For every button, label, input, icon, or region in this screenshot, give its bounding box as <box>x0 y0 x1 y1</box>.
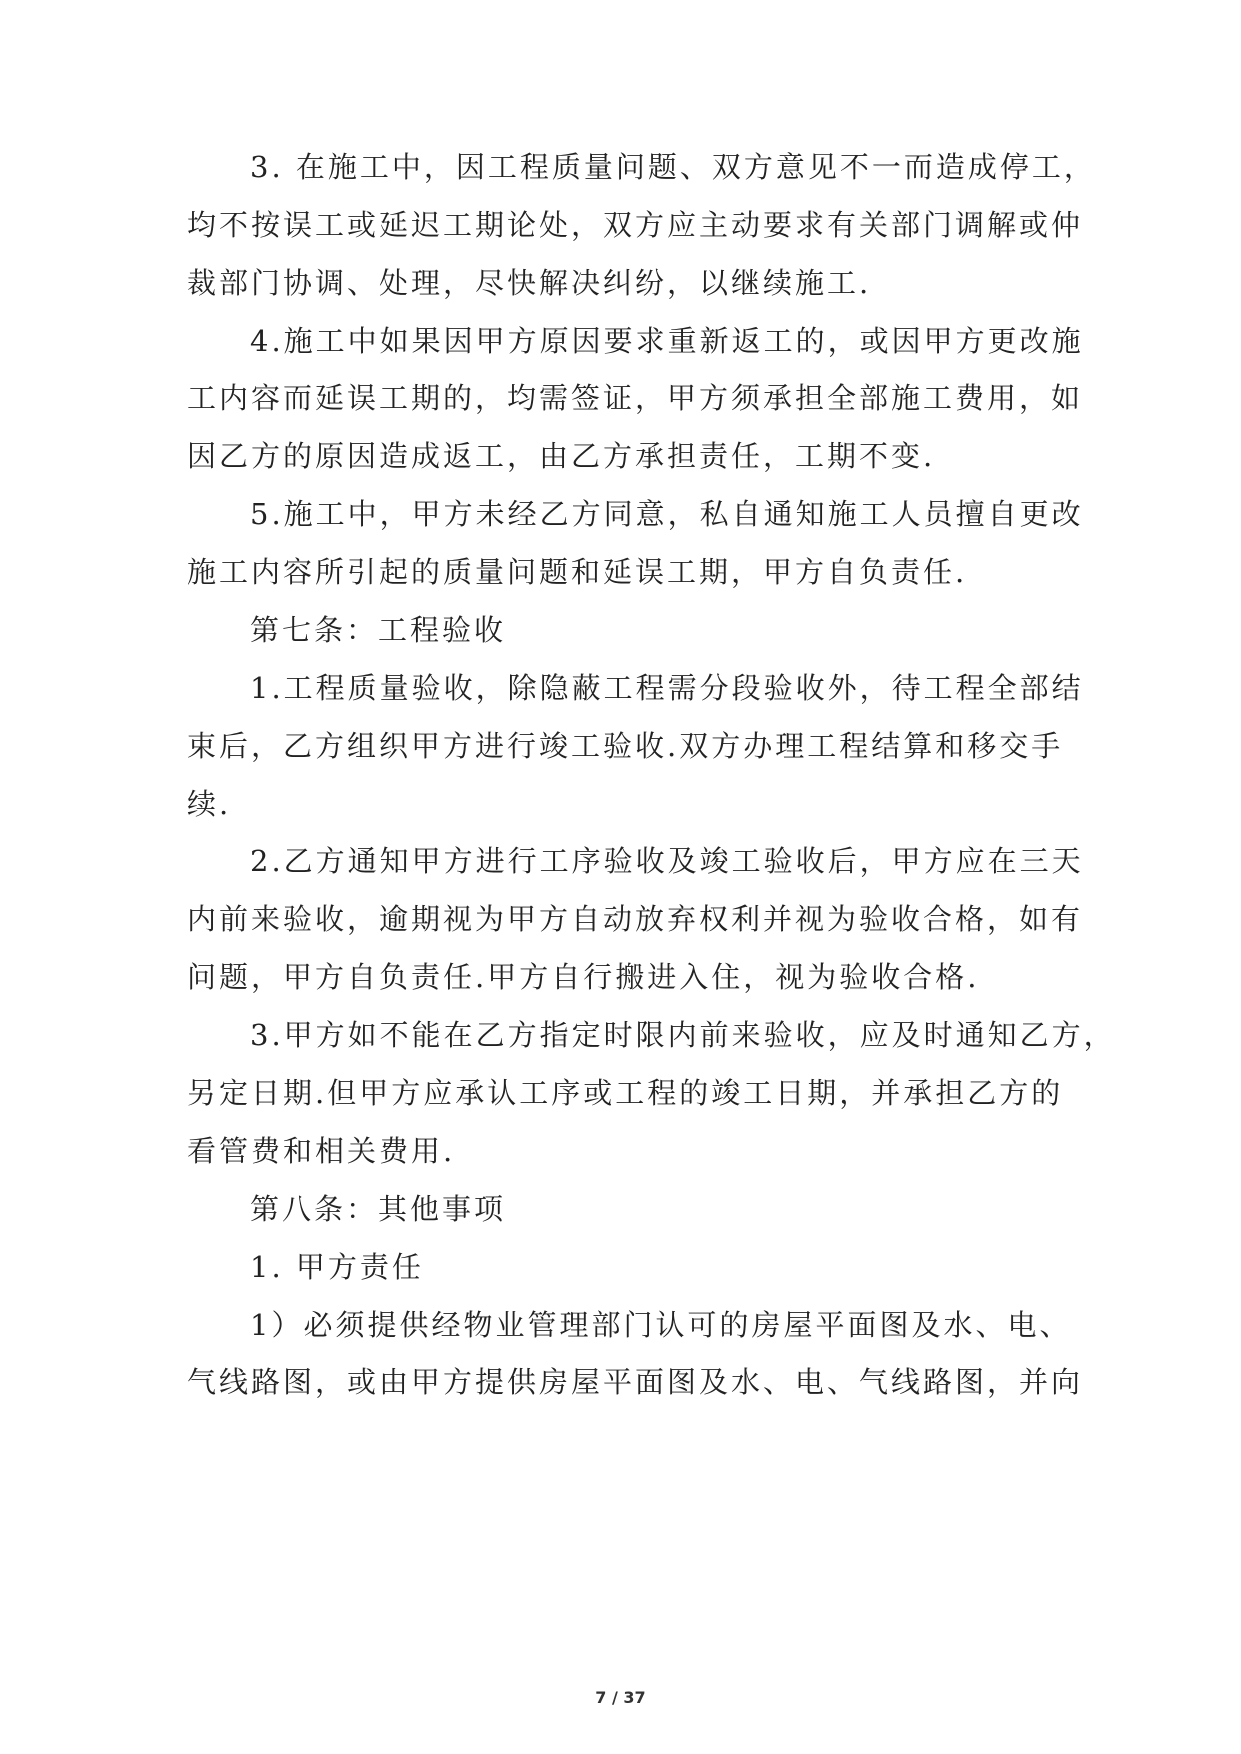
text-line: 5.施工中，甲方未经乙方同意，私自通知施工人员擅自更改 <box>250 497 1084 531</box>
section-heading: 第八条：其他事项 <box>250 1192 507 1226</box>
text-line: 施工内容所引起的质量问题和延误工期，甲方自负责任. <box>187 555 968 589</box>
text-line: 裁部门协调、处理，尽快解决纠纷，以继续施工. <box>187 266 872 300</box>
text-line: 看管费和相关费用. <box>187 1134 456 1168</box>
text-line: 气线路图，或由甲方提供房屋平面图及水、电、气线路图，并向 <box>187 1365 1084 1399</box>
text-line: 1. 甲方责任 <box>250 1250 424 1284</box>
text-line: 1.工程质量验收，除隐蔽工程需分段验收外，待工程全部结 <box>250 671 1084 705</box>
text-line: 4.施工中如果因甲方原因要求重新返工的，或因甲方更改施 <box>250 324 1084 358</box>
text-line: 1）必须提供经物业管理部门认可的房屋平面图及水、电、 <box>250 1308 1072 1342</box>
text-line: 因乙方的原因造成返工，由乙方承担责任，工期不变. <box>187 439 936 473</box>
text-line: 问题，甲方自负责任.甲方自行搬进入住，视为验收合格. <box>187 960 980 994</box>
page-number: 7 / 37 <box>595 1688 646 1707</box>
text-line: 2.乙方通知甲方进行工序验收及竣工验收后，甲方应在三天 <box>250 844 1084 878</box>
text-line: 3. 在施工中，因工程质量问题、双方意见不一而造成停工， <box>250 150 1096 184</box>
text-line: 内前来验收，逾期视为甲方自动放弃权利并视为验收合格，如有 <box>187 902 1084 936</box>
section-heading: 第七条：工程验收 <box>250 613 507 647</box>
text-line: 另定日期.但甲方应承认工序或工程的竣工日期，并承担乙方的 <box>187 1076 1064 1110</box>
text-line: 束后，乙方组织甲方进行竣工验收.双方办理工程结算和移交手 <box>187 729 1064 763</box>
text-line: 工内容而延误工期的，均需签证，甲方须承担全部施工费用，如 <box>187 381 1084 415</box>
text-line: 均不按误工或延迟工期论处，双方应主动要求有关部门调解或仲 <box>187 208 1084 242</box>
text-line: 续. <box>187 787 232 821</box>
text-line: 3.甲方如不能在乙方指定时限内前来验收，应及时通知乙方， <box>250 1018 1116 1052</box>
